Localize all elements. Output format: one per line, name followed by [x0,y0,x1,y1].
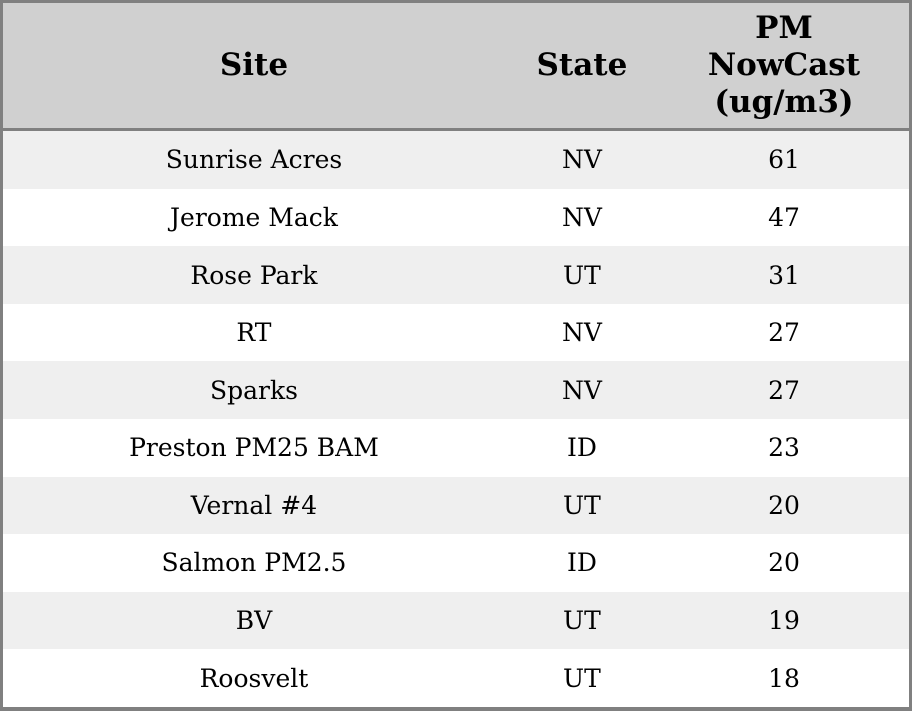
cell-site: Rose Park [190,260,318,290]
cell-state: NV [561,202,602,232]
cell-state: NV [561,375,602,405]
cell-site: Preston PM25 BAM [129,433,379,463]
cell-pm-nowcast: 19 [768,606,800,636]
cell-pm-nowcast: 20 [768,490,800,520]
cell-pm-nowcast: 18 [768,663,800,693]
cell-state: ID [566,548,597,578]
table-row [3,130,909,189]
table-row [3,246,909,304]
table-row [3,189,909,247]
cell-state: NV [561,318,602,348]
cell-state: UT [563,490,601,520]
table-row [3,304,909,362]
cell-pm-nowcast: 27 [768,375,800,405]
table-row [3,477,909,535]
table-row [3,592,909,650]
cell-site: Vernal #4 [190,490,318,520]
table-row [3,649,909,707]
column-header-site [3,3,505,130]
header-row [3,3,909,130]
column-header-pm-nowcast-label: PM NowCast (ug/m3) [707,9,861,121]
cell-state: ID [566,433,597,463]
column-header-state-label: State [536,46,628,83]
cell-pm-nowcast: 31 [768,260,800,290]
cell-site: Salmon PM2.5 [161,548,347,578]
column-header-state [505,3,659,130]
cell-site: Roosvelt [199,663,309,693]
column-header-pm-nowcast [659,3,909,130]
cell-site: Sunrise Acres [165,145,343,175]
cell-site: Jerome Mack [170,202,338,232]
table-header [3,3,909,130]
table-row [3,419,909,477]
cell-pm-nowcast: 61 [768,145,800,175]
cell-pm-nowcast: 20 [768,548,800,578]
cell-site: RT [236,318,272,348]
pm-nowcast-table [3,3,909,707]
cell-state: UT [563,606,601,636]
table-row [3,361,909,419]
cell-state: UT [563,663,601,693]
cell-pm-nowcast: 47 [768,202,800,232]
cell-state: UT [563,260,601,290]
cell-pm-nowcast: 27 [768,318,800,348]
table-body [3,130,909,708]
column-header-site-label: Site [219,46,289,83]
cell-state: NV [561,145,602,175]
cell-pm-nowcast: 23 [768,433,800,463]
table-row [3,534,909,592]
cell-site: BV [235,606,273,636]
cell-site: Sparks [209,375,298,405]
